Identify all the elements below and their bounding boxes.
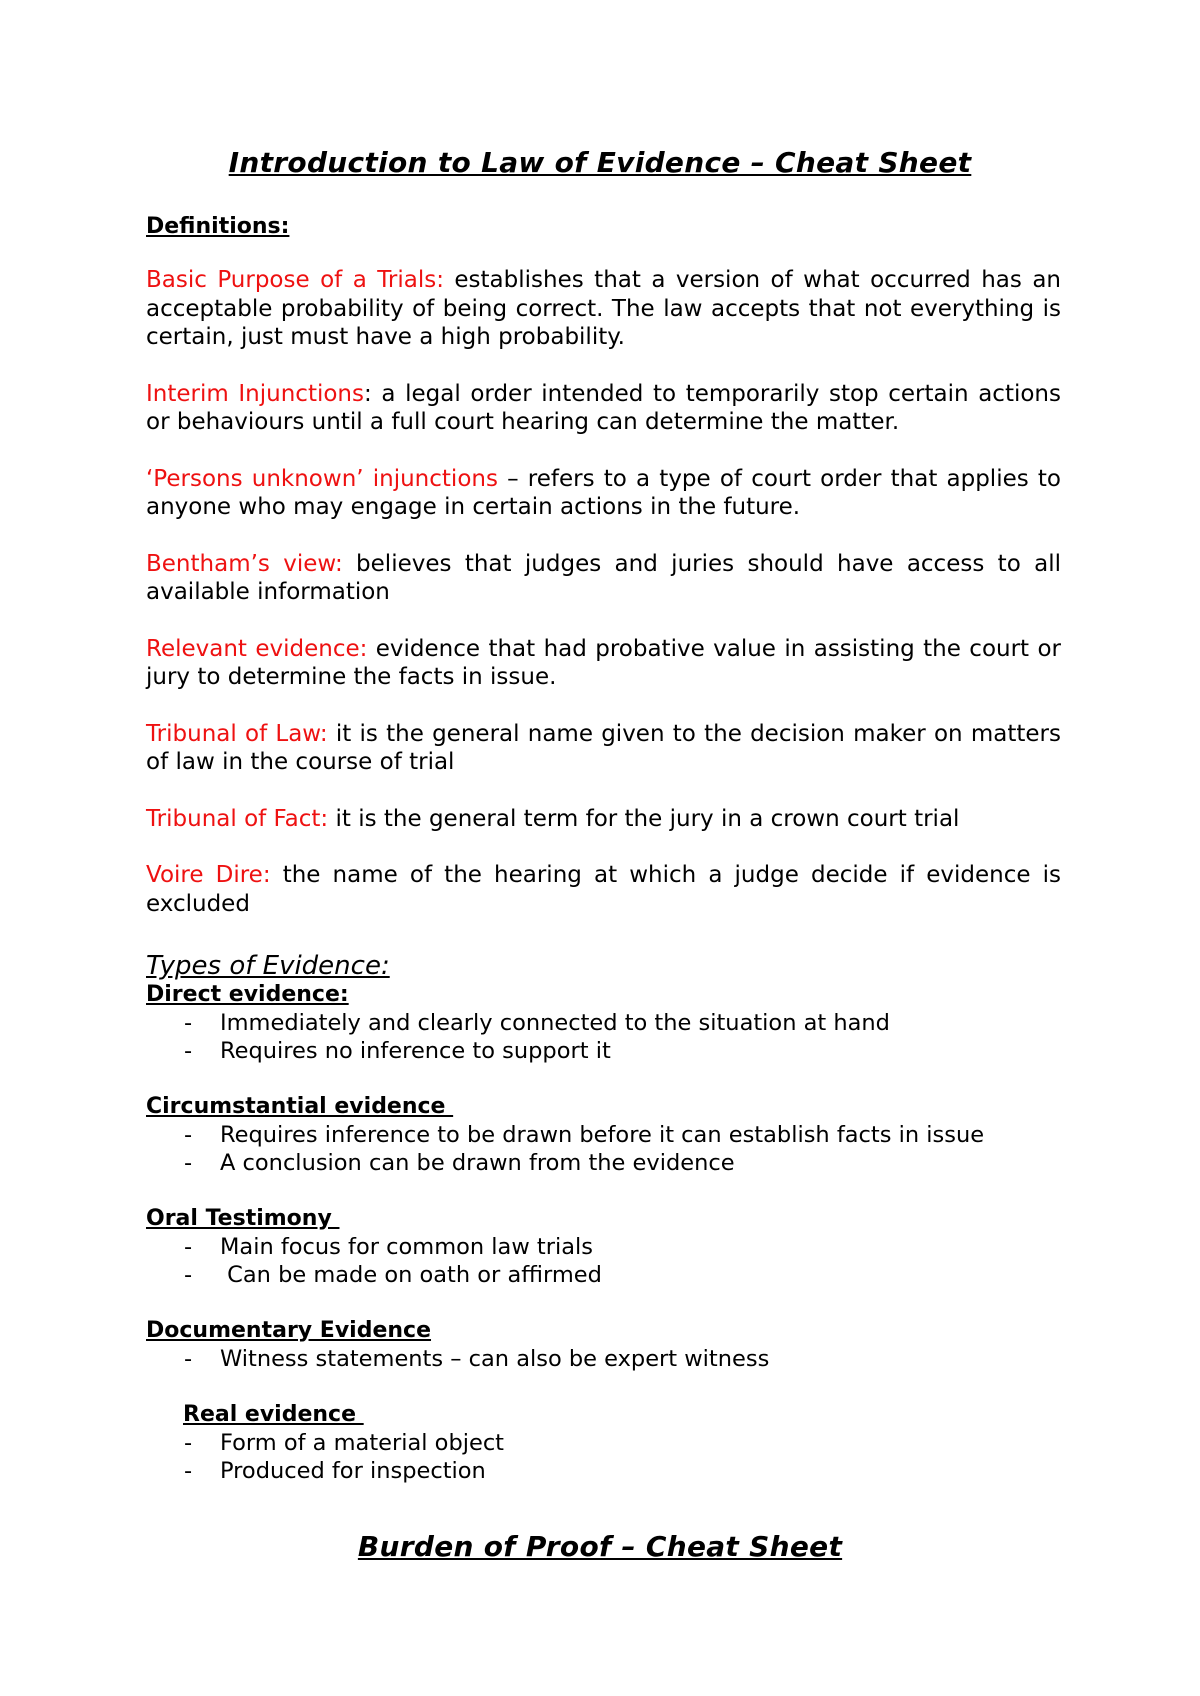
- dash-bullet: -: [184, 1150, 193, 1176]
- list-item: [146, 1009, 1061, 1037]
- dash-bullet: -: [184, 1234, 193, 1260]
- list-item-text: Requires no inference to support it: [220, 1038, 611, 1064]
- evidence-type-direct: [146, 981, 1061, 1065]
- list-item: [146, 1149, 1061, 1177]
- list-item-text: Produced for inspection: [220, 1458, 486, 1484]
- dash-bullet: -: [184, 1038, 193, 1064]
- dash-bullet: -: [184, 1458, 193, 1484]
- list-item: [146, 1233, 1061, 1261]
- definition-interim-injunctions: [146, 380, 1061, 437]
- list-item: [146, 1261, 1061, 1289]
- evidence-type-title: Documentary Evidence: [146, 1318, 432, 1343]
- definition-persons-unknown: [146, 465, 1061, 522]
- definition-term: Voire Dire:: [146, 862, 271, 888]
- types-of-evidence-section: [146, 951, 1061, 1513]
- bullet-list: [146, 1009, 1061, 1065]
- dash-bullet: -: [184, 1430, 193, 1456]
- list-item-text: Main focus for common law trials: [220, 1234, 593, 1260]
- evidence-type-title: Real evidence: [183, 1402, 364, 1427]
- evidence-type-title: Oral Testimony: [146, 1206, 340, 1231]
- list-item-text: A conclusion can be drawn from the evidence: [220, 1150, 735, 1176]
- definition-text: evidence that had probative value in assisting the court or jury to determine the facts in issue.: [146, 635, 1061, 690]
- definition-term: Basic Purpose of a Trials:: [146, 267, 444, 293]
- evidence-type-circumstantial: [146, 1093, 1061, 1177]
- bullet-list: [146, 1345, 1061, 1373]
- definitions-heading: Definitions:: [146, 214, 290, 239]
- definition-text: the name of the hearing at which a judge decide if evidence is excluded: [146, 862, 1061, 917]
- evidence-type-real: [146, 1401, 1061, 1485]
- evidence-type-documentary: [146, 1317, 1061, 1373]
- definition-basic-purpose: [146, 266, 1061, 352]
- definition-term: Interim Injunctions: [146, 380, 364, 407]
- definition-text: establishes that a version of what occurred has an acceptable probability of being correct. The law accepts that not everything is certain, just must have a high probability.: [146, 267, 1061, 350]
- types-of-evidence-heading: Types of Evidence:: [146, 951, 390, 981]
- list-item: [146, 1345, 1061, 1373]
- definition-term: Tribunal of Fact:: [146, 805, 329, 832]
- bullet-list: [146, 1233, 1061, 1289]
- definition-term: Bentham’s view:: [146, 550, 343, 577]
- dash-bullet: -: [184, 1122, 193, 1148]
- dash-bullet: -: [184, 1262, 193, 1288]
- list-item: [146, 1037, 1061, 1065]
- dash-bullet: -: [184, 1346, 193, 1372]
- definition-voire-dire: [146, 861, 1061, 918]
- definition-text: it is the general term for the jury in a crown court trial: [328, 805, 960, 832]
- list-item-text: Witness statements – can also be expert witness: [220, 1346, 770, 1372]
- definitions-list: [146, 266, 1061, 946]
- list-item: [146, 1457, 1061, 1485]
- bullet-list: [146, 1429, 1061, 1485]
- dash-bullet: -: [184, 1010, 193, 1036]
- definition-term: Relevant evidence:: [146, 635, 368, 662]
- evidence-type-title: Direct evidence:: [146, 982, 349, 1007]
- list-item: [146, 1121, 1061, 1149]
- definition-text: believes that judges and juries should have access to all available information: [146, 550, 1061, 605]
- list-item-text: Immediately and clearly connected to the situation at hand: [220, 1010, 890, 1036]
- definition-text: : a legal order intended to temporarily stop certain actions or behaviours until a full court hearing can determine the matter.: [146, 380, 1061, 435]
- document-title: Introduction to Law of Evidence – Cheat Sheet: [228, 146, 972, 179]
- definition-text: it is the general name given to the decision maker on matters of law in the course of trial: [146, 720, 1061, 775]
- definition-term: ‘Persons unknown’ injunctions: [146, 465, 498, 492]
- evidence-type-title: Circumstantial evidence: [146, 1094, 454, 1119]
- definition-benthams-view: [146, 550, 1061, 607]
- definition-tribunal-of-law: [146, 720, 1061, 777]
- definition-tribunal-of-fact: [146, 805, 1061, 834]
- definition-relevant-evidence: [146, 635, 1061, 692]
- bullet-list: [146, 1121, 1061, 1177]
- burden-of-proof-title: Burden of Proof – Cheat Sheet: [357, 1530, 843, 1563]
- list-item-text: Form of a material object: [220, 1430, 505, 1456]
- definition-term: Tribunal of Law:: [146, 720, 328, 747]
- definition-text: – refers to a type of court order that applies to anyone who may engage in certain actions in the future.: [146, 465, 1061, 520]
- evidence-type-oral-testimony: [146, 1205, 1061, 1289]
- list-item-text: Can be made on oath or affirmed: [220, 1262, 602, 1288]
- list-item-text: Requires inference to be drawn before it can establish facts in issue: [220, 1122, 985, 1148]
- list-item: [146, 1429, 1061, 1457]
